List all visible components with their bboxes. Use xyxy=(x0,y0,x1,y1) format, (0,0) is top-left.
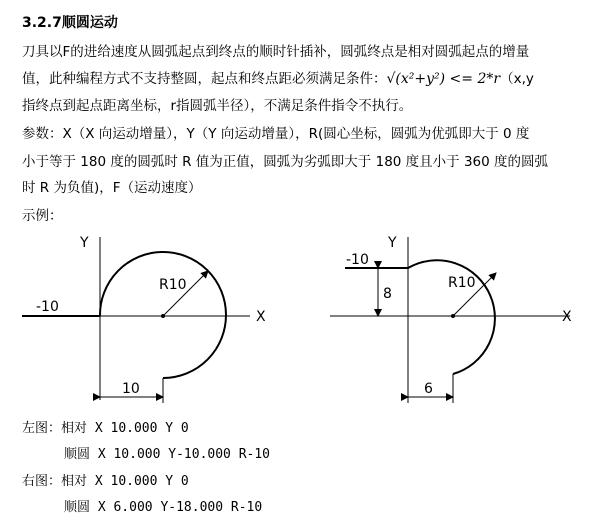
left-y-label: Y xyxy=(80,235,89,251)
right-dim-label: 6 xyxy=(424,381,433,397)
right-code-line-2 xyxy=(64,498,262,518)
right-vertical-dim-label: 8 xyxy=(383,286,392,302)
description-line-3: 指终点到起点距离坐标，r指圆弧半径），不满足条件指令不执行。 xyxy=(22,98,413,114)
left-code-cmd-2: 顺圆 X 10.000 Y-10.000 R-10 xyxy=(64,447,271,462)
left-x-label: X xyxy=(256,309,266,325)
description-line-2-text: 值，此种编程方式不支持整圆，起点和终点距必须满足条件： xyxy=(22,71,387,87)
right-code-cmd-1: 相对 X 10.000 Y 0 xyxy=(61,474,189,489)
left-radius-label: R10 xyxy=(159,277,187,293)
right-y-label: Y xyxy=(388,235,397,251)
params-line-3: 时 R 为负值)，F（运动速度） xyxy=(22,180,202,196)
right-start-label: -10 xyxy=(346,252,369,268)
params-line-1: 参数：X（X 向运动增量），Y（Y 向运动增量），R(圆心坐标，圆弧为优弧即大于 0 度 xyxy=(22,126,530,142)
left-dim-label: 10 xyxy=(122,381,140,397)
left-code-line-1 xyxy=(22,419,189,439)
params-line-2: 小于等于 180 度的圆弧时 R 值为正值，圆弧为劣弧即大于 180 度且小于 360 度的圆弧 xyxy=(22,154,549,170)
example-label: 示例： xyxy=(22,208,63,224)
right-diagram xyxy=(300,225,600,415)
left-code-line-2 xyxy=(64,445,270,465)
right-code-title: 右图： xyxy=(22,474,62,489)
left-code-cmd-1: 相对 X 10.000 Y 0 xyxy=(61,421,189,436)
left-center-dot xyxy=(161,314,165,318)
right-x-label: X xyxy=(562,309,572,325)
right-code-cmd-2: 顺圆 X 6.000 Y-18.000 R-10 xyxy=(64,500,263,515)
left-code-title: 左图： xyxy=(22,421,62,436)
section-title: 3.2.7顺圆运动 xyxy=(22,15,118,31)
description-line-1: 刀具以F的进给速度从圆弧起点到终点的顺时针插补，圆弧终点是相对圆弧起点的增量 xyxy=(22,44,530,60)
left-diagram xyxy=(0,225,300,415)
right-radius-label: R10 xyxy=(448,275,476,291)
description-line-2-tail: （x,y xyxy=(500,71,534,87)
left-start-label: -10 xyxy=(36,299,59,315)
description-line-2 xyxy=(22,69,534,89)
right-center-dot xyxy=(451,314,455,318)
right-code-line-1 xyxy=(22,472,189,492)
condition-formula: √(x²+y²) <= 2*r xyxy=(386,71,501,87)
